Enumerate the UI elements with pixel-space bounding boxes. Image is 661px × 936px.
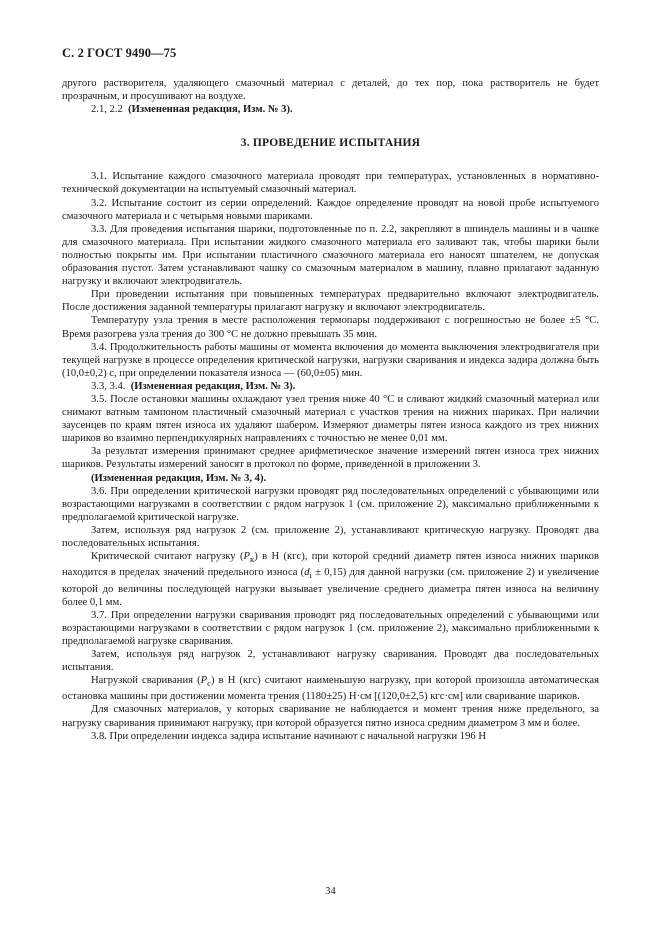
paragraph-3-4: 3.4. Продолжительность работы машины от момента включения до момента выключения электродвигателя при текущей нагрузке в процессе определения критической нагрузки, нагрузки сваривания и индекса задира должна быть (10,0±0,2) с, при определении показателя износа — (60,0±05) мин.: [62, 341, 599, 379]
clause-numbers: 2.1, 2.2: [91, 104, 123, 116]
text-run: Критической считают нагрузку (: [91, 551, 244, 563]
paragraph-3-6-definition: [62, 550, 599, 609]
paragraph-3-7-definition: [62, 674, 599, 703]
symbol-d: d: [304, 567, 310, 579]
text-run: Нагрузкой сваривания (: [91, 675, 201, 687]
paragraph-3-3-heating: При проведении испытания при повышенных температурах предварительно включают электродвигатель. После достижения заданной температуры прилагают нагрузку и включают электродвигатель.: [62, 289, 599, 314]
paragraph-3-7-series: Затем, используя ряд нагрузок 2, устанавливают нагрузку сваривания. Проводят два последовательных испытания.: [62, 648, 599, 674]
paragraph-3-6-series: Затем, используя ряд нагрузок 2 (см. приложение 2), устанавливают критическую нагрузку. Проводят два последовательных испытания.: [62, 524, 599, 549]
amendment-note: [62, 103, 599, 116]
text-run: ) в Н (кгс) считают наименьшую нагрузку, при которой произошла автоматическая остановка машины при достижении момента трения (1180±25) Н·см [(120,0±2,5) кгс·см] или сваривание шариков.: [62, 675, 599, 703]
symbol-p: P: [243, 551, 250, 563]
paragraph-3-6: 3.6. При определении критической нагрузки проводят ряд последовательных определений с убывающими или возрастающими нагрузками в соответствии с рядом нагрузок 1 (см. приложение 2), максимально приближенными к предполагаемой критической нагрузке.: [62, 485, 599, 523]
paragraph-3-5-result: За результат измерения принимают среднее арифметическое значение измерений пятен износа трех нижних шариков. Результаты измерений заносят в протокол по форме, приведенной в приложении 3.: [62, 446, 599, 471]
amendment-note-3-5: [62, 472, 599, 485]
paragraph-3-3: 3.3. Для проведения испытания шарики, подготовленные по п. 2.2, закрепляют в шпиндель машины и в чашке для смазочного материала. При испытании жидкого смазочного материала его заливают так, чтобы шарики были полностью покрыты им. При испытании пластичного смазочного материала его наносят шпателем, не допуская образования пустот. Затем устанавливают чашку со смазочным материалом в машину, плавно прилагают заданную нагрузку и включают электродвигатель.: [62, 223, 599, 288]
paragraph-3-1: 3.1. Испытание каждого смазочного материала проводят при температурах, установленных в нормативно-технической документации на испытуемый смазочный материал.: [62, 171, 599, 196]
text-run: ± 0,15) для данной нагрузки (см. приложение 2) и увеличение которой до величины последующей нагрузки вызывает увеличение среднего диаметра пятен износа на величину более 0,1 мм.: [62, 567, 599, 608]
section-title: 3. ПРОВЕДЕНИЕ ИСПЫТАНИЯ: [240, 137, 421, 150]
symbol-subscript: с: [207, 678, 212, 689]
document-body: [62, 77, 599, 743]
page-header: С. 2 ГОСТ 9490—75: [62, 46, 177, 60]
amendment-text: (Измененная редакция, Изм. № 3).: [128, 104, 293, 116]
paragraph-3-3-temperature: Температуру узла трения в месте расположения термопары поддерживают с погрешностью не более ±5 °С. Время разогрева узла трения до 300 °С не должно превышать 35 мин.: [62, 315, 599, 340]
paragraph-3-5: 3.5. После остановки машины охлаждают узел трения ниже 40 °С и сливают жидкий смазочный материал или снимают ватным тампоном пластичный смазочный материал с участков трения на нижних шариках. При наличии заусенцев по краям пятен износа их удаляют шабером. Измеряют диаметры пятен износа каждого из трех нижних шариков во взаимно перпендикулярных направлениях с точностью не менее 0,01 мм.: [62, 393, 599, 445]
text-run: ) в Н (кгс), при которой средний диаметр пятен износа нижних шариков находится в пределах значений предельного износа (: [62, 551, 599, 579]
symbol-subscript: к: [249, 554, 255, 565]
paragraph-3-7: 3.7. При определении нагрузки сваривания проводят ряд последовательных определений с убывающими или возрастающими нагрузками в соответствии с рядом нагрузок 1 (см. приложение 2), максимально приближенными к предполагаемой нагрузке сваривания.: [62, 609, 599, 647]
symbol-p: P: [200, 675, 208, 687]
paragraph-continuation: другого растворителя, удаляющего смазочный материал с деталей, до тех пор, пока растворитель не будет прозрачным, и просушивают на воздухе.: [62, 78, 599, 103]
paragraph-3-7-no-welding: Для смазочных материалов, у которых сваривание не наблюдается и момент трения ниже предельного, за нагрузку сваривания принимают нагрузку, при которой образуется пятно износа средним диаметром 3 мм и более.: [62, 704, 599, 729]
clause-numbers: 3.3, 3.4.: [91, 380, 126, 392]
amendment-note-3-3-3-4: [62, 380, 599, 393]
symbol-subscript: i: [309, 570, 312, 581]
page-number: 34: [325, 886, 336, 897]
amendment-text: (Измененная редакция, Изм. № 3, 4).: [91, 472, 267, 484]
amendment-text: (Измененная редакция, Изм. № 3).: [130, 380, 296, 392]
paragraph-3-8: 3.8. При определении индекса задира испытание начинают с начальной нагрузки 196 Н: [91, 730, 486, 742]
paragraph-3-2: 3.2. Испытание состоит из серии определений. Каждое определение проводят на новой пробе испытуемого смазочного материала и с четырьмя новыми шариками.: [62, 197, 599, 222]
